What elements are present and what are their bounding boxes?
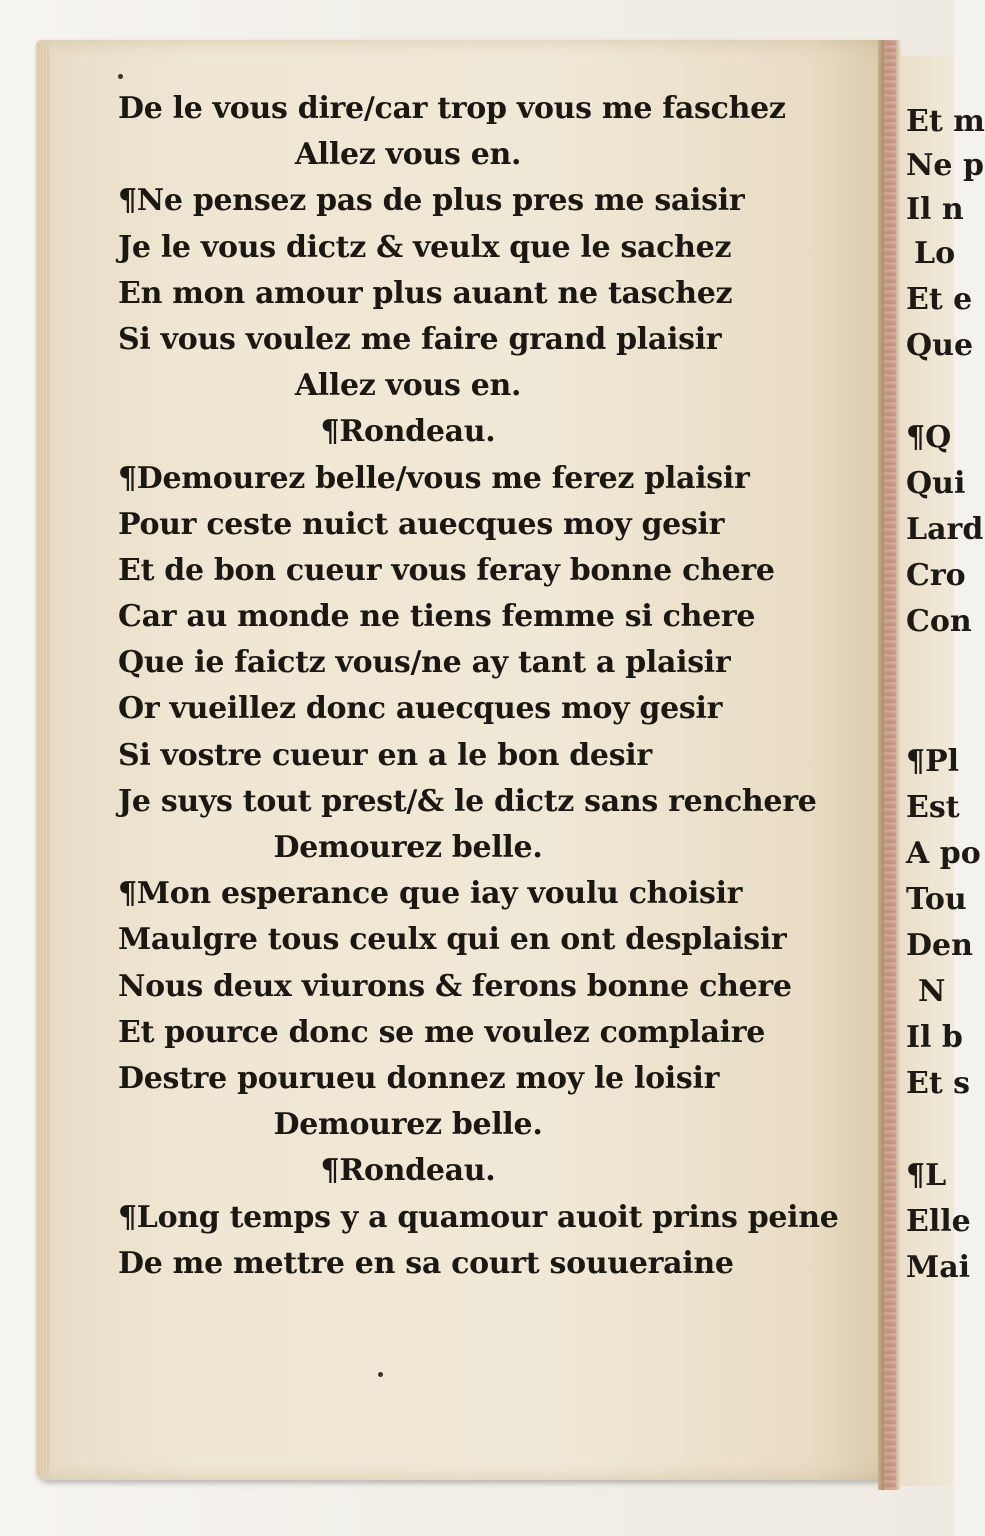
facing-line: Lo: [914, 236, 956, 271]
verse-line: Car au monde ne tiens femme si chere: [118, 599, 756, 635]
facing-line: Est: [906, 790, 960, 825]
verse-line: Et pource donc se me voulez complaire: [118, 1014, 766, 1050]
refrain-line: Allez vous en.: [294, 368, 522, 404]
refrain-line: Allez vous en.: [294, 137, 522, 173]
verse-line: Je suys tout prest/& le dictz sans renchere: [118, 783, 817, 819]
section-heading: ¶Rondeau.: [320, 1153, 496, 1189]
facing-line: Il b: [906, 1020, 963, 1055]
verse-line: ¶Mon esperance que iay voulu choisir: [118, 876, 743, 912]
verse-text: [118, 86, 878, 1287]
verse-line: Nous deux viurons & ferons bonne chere: [118, 968, 792, 1004]
facing-line: Lard: [906, 512, 984, 547]
facing-line: Et e: [906, 282, 973, 317]
facing-line: Cro: [906, 558, 966, 593]
binding-thread: [884, 40, 896, 1490]
verse-line: Pour ceste nuict auecques moy gesir: [118, 506, 725, 542]
facing-line: Elle: [906, 1204, 971, 1239]
verse-line: Je le vous dictz & veulx que le sachez: [118, 229, 732, 265]
facing-line: ¶Q: [906, 420, 952, 455]
facing-line: Il n: [906, 192, 964, 227]
verse-line: Si vostre cueur en a le bon desir: [118, 737, 652, 773]
verse-line: ¶Ne pensez pas de plus pres me saisir: [118, 183, 745, 219]
facing-line: Et m: [906, 104, 985, 139]
refrain-line: Demourez belle.: [273, 1107, 543, 1143]
ink-speck: [378, 1372, 383, 1377]
facing-page: [900, 56, 985, 1486]
verse-line: ¶Demourez belle/vous me ferez plaisir: [118, 460, 750, 496]
facing-line: ¶Pl: [906, 744, 960, 779]
refrain-line: Demourez belle.: [273, 830, 543, 865]
page-edge: [36, 44, 50, 1476]
facing-line: Tou: [906, 882, 967, 917]
facing-line: N: [918, 974, 946, 1009]
facing-line: Et s: [906, 1066, 971, 1101]
facing-line: Qui: [906, 466, 966, 501]
facing-line: Mai: [906, 1250, 971, 1285]
facing-line: Den: [906, 928, 973, 963]
verse-line: Si vous voulez me faire grand plaisir: [118, 321, 722, 357]
verse-line: Que ie faictz vous/ne ay tant a plaisir: [118, 645, 731, 681]
verse-line: Maulgre tous ceulx qui en ont desplaisir: [118, 922, 787, 958]
verse-line: ¶Long temps y a quamour auoit prins peine: [118, 1199, 839, 1235]
facing-line: Que: [906, 328, 974, 363]
section-heading: ¶Rondeau.: [320, 414, 496, 450]
verse-line: En mon amour plus auant ne taschez: [118, 275, 733, 311]
facing-line: A po: [906, 836, 981, 871]
verse-line: De me mettre en sa court souueraine: [118, 1245, 734, 1281]
verse-line: Et de bon cueur vous feray bonne chere: [118, 552, 775, 588]
ink-speck: [118, 74, 123, 79]
verse-line: Or vueillez donc auecques moy gesir: [118, 691, 723, 727]
facing-line: Con: [906, 604, 972, 639]
verse-line: Destre pourueu donnez moy le loisir: [118, 1060, 720, 1096]
verse-line: De le vous dire/car trop vous me faschez: [118, 91, 786, 126]
facing-line: Ne p: [906, 148, 984, 183]
facing-line: ¶L: [906, 1158, 947, 1193]
